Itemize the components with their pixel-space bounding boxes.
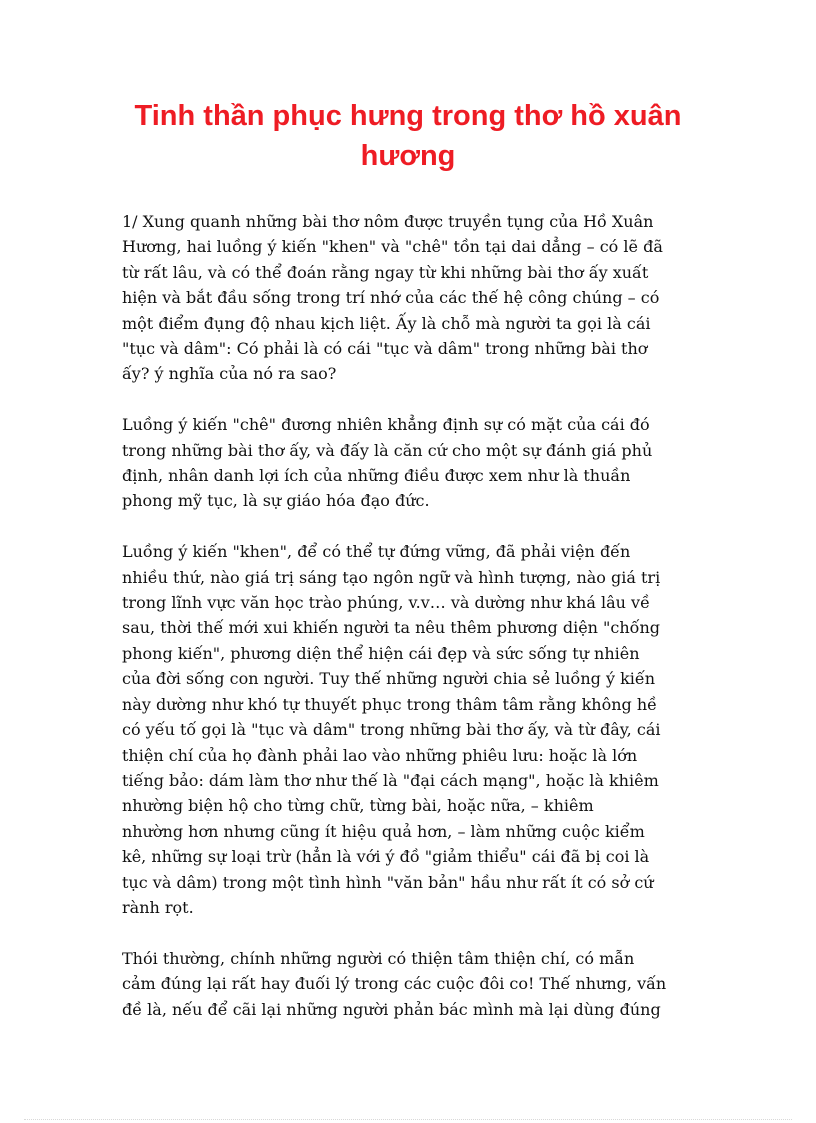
document-body — [122, 209, 695, 1047]
document-title: Tinh thần phục hưng trong thơ hồ xuân hương — [134, 100, 682, 172]
paragraph-1: 1/ Xung quanh những bài thơ nôm được truyền tụng của Hồ Xuân Hương, hai luồng ý kiến "khen" và "chê" tồn tại dai dẳng – có lẽ đã từ rất lâu, và có thể đoán rằng ngay từ khi những bài thơ ấy xuất hiện và bắt đầu sống trong trí nhớ của các thế hệ công chúng – có một điểm đụng độ nhau kịch liệt. Ấy là chỗ mà người ta gọi là cái "tục và dâm": Có phải là có cái "tục và dâm" trong những bài thơ ấy? ý nghĩa của nó ra sao? — [122, 212, 663, 384]
paragraph-3: Luồng ý kiến "khen", để có thể tự đứng vững, đã phải viện đến nhiều thứ, nào giá trị sáng tạo ngôn ngữ và hình tượng, nào giá trị trong lĩnh vực văn học trào phúng, v.v… và dường như khá lâu về sau, thời thế mới xui khiến người ta nêu thêm phương diện "chống phong kiến", phương diện thể hiện cái đẹp và sức sống tự nhiên của đời sống con người. Tuy thế những người chia sẻ luồng ý kiến này dường như khó tự thuyết phục trong thâm tâm rằng không hề có yếu tố gọi là "tục và dâm" trong những bài thơ ấy, và từ đây, cái thiện chí của họ đành phải lao vào những phiêu lưu: hoặc là lớn tiếng bảo: dám làm thơ như thế là "đại cách mạng", hoặc là khiêm nhường biện hộ cho từng chữ, từng bài, hoặc nữa, – khiêm nhường hơn nhưng cũng ít hiệu quả hơn, – làm những cuộc kiểm kê, những sự loại trừ (hẳn là với ý đồ "giảm thiểu" cái đã bị coi là tục và dâm) trong một tình hình "văn bản" hầu như rất ít có sở cứ rành rọt. — [122, 542, 661, 917]
paragraph-4: Thói thường, chính những người có thiện tâm thiện chí, có mẫn cảm đúng lại rất hay đuối lý trong các cuộc đôi co! Thế nhưng, vấn đề là, nếu để cãi lại những người phản bác mình mà lại dùng đúng — [122, 948, 667, 1019]
paragraph-2: Luồng ý kiến "chê" đương nhiên khẳng định sự có mặt của cái đó trong những bài thơ ấy, và đấy là căn cứ cho một sự đánh giá phủ định, nhân danh lợi ích của những điều được xem như là thuần phong mỹ tục, là sự giáo hóa đạo đức. — [122, 415, 653, 511]
page-bottom-divider — [24, 1119, 792, 1120]
